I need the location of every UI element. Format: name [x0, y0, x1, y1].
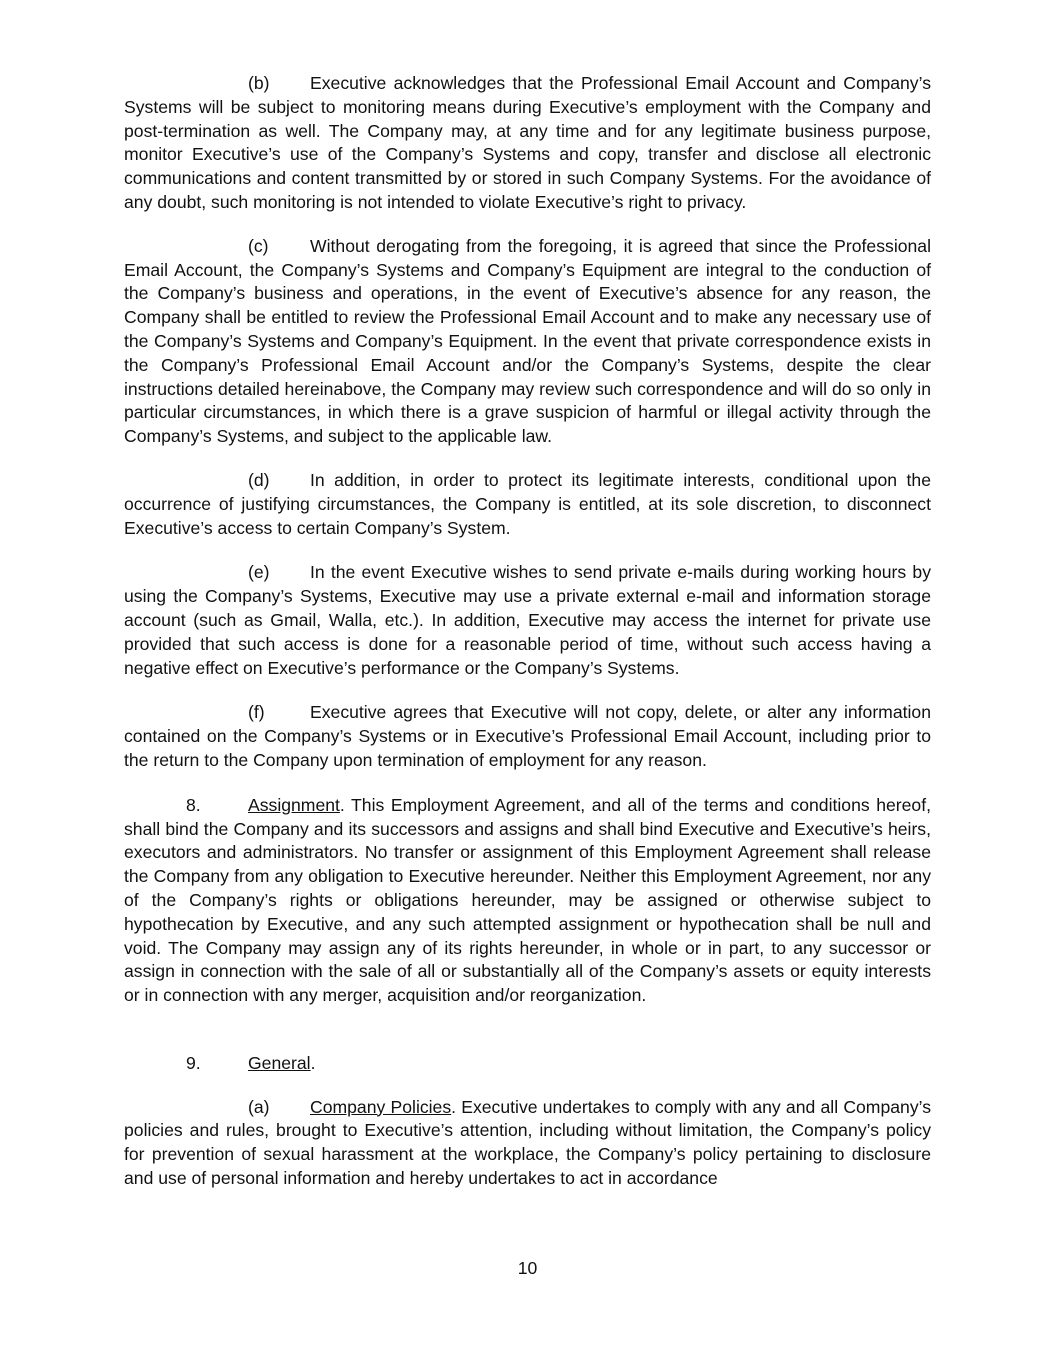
paragraph-c-label: (c): [248, 235, 269, 256]
paragraph-f: [124, 701, 931, 772]
paragraph-9a-text: . Executive undertakes to comply with any and all Company’s policies and rules, brought to Executive’s attention, including without limitation, the Company’s policy for prevention of sexual harassment at the workplace, the Company’s policy pertaining to disclosure and use of personal information and hereby undertakes to act in accordance: [124, 1096, 931, 1189]
paragraph-b: [124, 72, 931, 215]
paragraph-c-text: Without derogating from the foregoing, it is agreed that since the Professional Email Account, the Company’s Systems and Company’s Equipment are integral to the conduction of the Company’s business and operations, in the event of Executive’s absence for any reason, the Company shall be entitled to review the Professional Email Account and to make any necessary use of the Company’s Systems and Company’s Equipment. In the event that private correspondence exists in the Company’s Professional Email Account and/or the Company’s Systems, despite the clear instructions detailed hereinabove, the Company may review such correspondence and will do so only in particular circumstances, in which there is a grave suspicion of harmful or illegal activity through the Company’s Systems, and subject to the applicable law.: [124, 235, 931, 447]
section-9-general: [124, 1052, 931, 1076]
document-page: [124, 72, 931, 1191]
paragraph-b-label: (b): [248, 73, 270, 93]
paragraph-f-label: (f): [248, 702, 265, 723]
paragraph-9a-company-policies: [124, 1096, 931, 1191]
section-8-text: . This Employment Agreement, and all of the terms and conditions hereof, shall bind the Company and its successors and assigns and shall bind Executive and Executive’s heirs, executors and administrators. No transfer or assignment of this Employment Agreement shall release the Company from any obligation to Executive hereunder. Neither this Employment Agreement, nor any of the Company’s rights or obligations hereunder, may be assigned or otherwise subject to hypothecation by Executive, and any such attempted assignment or hypothecation shall be null and void. The Company may assign any of its rights hereunder, in whole or in part, to any successor or assign in connection with the sale of all or substantially all of the Company’s assets or equity interests or in connection with any merger, acquisition and/or reorganization.: [124, 794, 931, 1006]
paragraph-e-label: (e): [248, 562, 270, 583]
paragraph-9a-label: (a): [248, 1096, 270, 1117]
section-9-suffix: .: [310, 1052, 316, 1073]
paragraph-d: [124, 469, 931, 540]
section-8-heading: Assignment: [248, 794, 340, 815]
paragraph-d-text: In addition, in order to protect its legitimate interests, conditional upon the occurrence of justifying circumstances, the Company is entitled, at its sole discretion, to disconnect Executive’s access to certain Company’s System.: [124, 469, 931, 538]
section-9-heading: General: [248, 1052, 311, 1073]
paragraph-c: [124, 235, 931, 449]
paragraph-9a-heading: Company Policies: [310, 1096, 452, 1117]
paragraph-d-label: (d): [248, 469, 270, 490]
section-9-number: 9.: [186, 1052, 201, 1073]
section-8-assignment: [124, 794, 931, 1008]
paragraph-b-text: Executive acknowledges that the Professional Email Account and Company’s Systems will be subject to monitoring means during Executive’s employment with the Company and post-termination as well. The Company may, at any time and for any legitimate business purpose, monitor Executive’s use of the Company’s Systems and copy, transfer and disclose all electronic communications and content transmitted by or stored in such Company Systems. For the avoidance of any doubt, such monitoring is not intended to violate Executive’s right to privacy.: [124, 73, 931, 212]
paragraph-e-text: In the event Executive wishes to send private e-mails during working hours by using the Company’s Systems, Executive may use a private external e-mail and information storage account (such as Gmail, Walla, etc.). In addition, Executive may access the internet for private use provided that such access is done for a reasonable period of time, without such access having a negative effect on Executive’s performance or the Company’s Systems.: [124, 562, 931, 678]
paragraph-f-text: Executive agrees that Executive will not copy, delete, or alter any information contained on the Company’s Systems or in Executive’s Professional Email Account, including prior to the return to the Company upon termination of employment for any reason.: [124, 702, 931, 770]
page-number: 10: [517, 1258, 538, 1278]
paragraph-e: [124, 561, 931, 680]
section-8-number: 8.: [186, 794, 201, 815]
